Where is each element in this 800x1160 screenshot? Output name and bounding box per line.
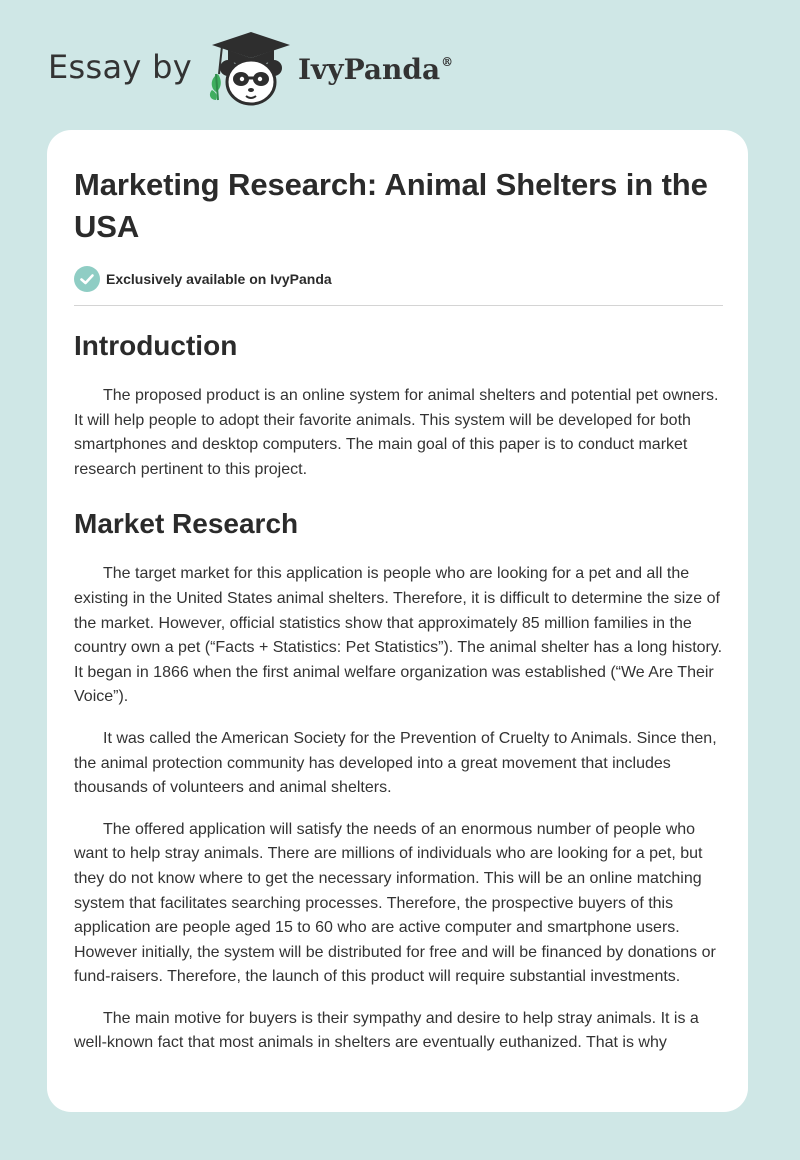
brand-name[interactable] — [298, 53, 453, 86]
essay-content — [74, 164, 723, 1056]
brand-name-text: IvyPanda — [297, 52, 441, 86]
paragraph: The proposed product is an online system for animal shelters and potential pet owners. It will help people to adopt their favorite animals. This system will be developed for both smartphones and desktop computers. The main goal of this paper is to conduct market research pertinent to this project. — [74, 387, 719, 478]
registered-mark: ® — [441, 54, 454, 69]
page-title: Marketing Research: Animal Shelters in the USA — [74, 167, 708, 244]
brand-prefix: Essay by — [48, 48, 192, 86]
check-circle-icon — [74, 266, 100, 292]
exclusive-badge — [74, 266, 723, 292]
paragraph: It was called the American Society for the Prevention of Cruelty to Animals. Since then, the animal protection community has developed into a great movement that includes thousands of volunteers and animal shelters. — [74, 729, 717, 797]
brand-header — [48, 30, 453, 110]
exclusive-badge-label: Exclusively available on IvyPanda — [106, 271, 332, 287]
section-heading-introduction: Introduction — [74, 330, 238, 361]
essay-card — [47, 130, 748, 1112]
divider — [74, 305, 723, 306]
section-heading-market-research: Market Research — [74, 508, 299, 540]
paragraph: The offered application will satisfy the needs of an enormous number of people who want to help stray animals. There are millions of individuals who are looking for a pet, but they do not know where to get the necessary information. This will be an online matching system that facilitates searching processes. Therefore, the prospective buyers of this application are people aged 15 to 60 who are active computer and smartphone users. However initially, the system will be distributed for free and will be financed by donations or fund-raisers. Therefore, the launch of this product will require substantial investments. — [74, 820, 716, 986]
paragraph: The target market for this application is people who are looking for a pet and all the existing in the United States animal shelters. Therefore, it is difficult to determine the size of the market. However, official statistics show that approximately 85 million families in the country own a pet (“Facts + Statistics: Pet Statistics”). The animal shelter has a long history. It began in 1866 when the first animal welfare organization was established (“We Are Their Voice”). — [74, 565, 723, 706]
paragraph: The main motive for buyers is their sympathy and desire to help stray animals. It is a well-known fact that most animals in shelters are eventually euthanized. That is why — [74, 1009, 699, 1052]
panda-logo-icon[interactable] — [206, 30, 292, 110]
